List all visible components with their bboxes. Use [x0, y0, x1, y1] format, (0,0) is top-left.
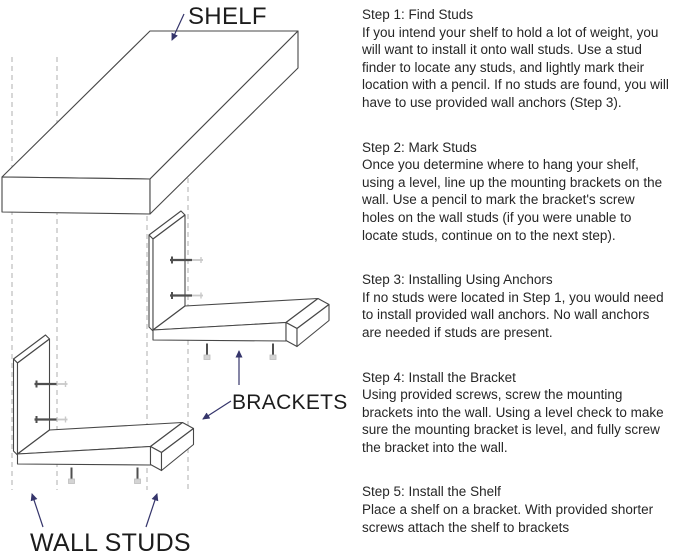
shelf-label: SHELF	[188, 3, 267, 30]
step-4-body: Using provided screws, screw the mounting brackets into the wall. Using a level check to make sure the mounting bracket is level, and fully screw the bracket into the wall.	[362, 387, 664, 455]
step-2-title: Step 2: Mark Studs	[362, 139, 477, 155]
upper-bracket-drawing	[149, 211, 329, 360]
step-1-title: Step 1: Find Studs	[362, 7, 474, 22]
step-2-body: Once you determine where to hang your shelf, using a level, line up the mounting brackets on the wall. Use a pencil to mark the bracket's screw holes on the wall studs (if you were unable to locate studs, continue on to the next step).	[362, 157, 663, 243]
step-1	[362, 6, 669, 112]
lower-bracket-drawing	[14, 335, 194, 484]
shelf-drawing	[2, 31, 298, 214]
step-5-body: Place a shelf on a bracket. With provided shorter screws attach the shelf to brackets	[362, 502, 654, 535]
step-5	[362, 483, 669, 536]
wall-studs-label: WALL STUDS	[30, 529, 191, 556]
brackets-pointer-arrow-down	[203, 401, 231, 419]
step-4	[362, 369, 669, 457]
step-4-title: Step 4: Install the Bracket	[362, 369, 516, 385]
step-3-body: If no studs were located in Step 1, you would need to install provided wall anchors. No wall anchors are needed if studs are present.	[362, 289, 664, 340]
step-1-body: If you intend your shelf to hold a lot of weight, you will want to install it onto wall studs. Use a stud finder to locate any studs, and lightly mark their location with a pencil. If no studs are found, you will have to use provided wall anchors (Step 3).	[362, 24, 669, 110]
instructions-panel	[362, 6, 669, 556]
brackets-label: BRACKETS	[232, 391, 348, 414]
wall-studs-pointer-arrow-left	[32, 494, 43, 527]
step-3	[362, 271, 669, 341]
step-3-title: Step 3: Installing Using Anchors	[362, 272, 553, 288]
step-5-title: Step 5: Install the Shelf	[362, 484, 501, 500]
wall-studs-pointer-arrow-right	[146, 494, 157, 527]
step-2	[362, 139, 669, 245]
